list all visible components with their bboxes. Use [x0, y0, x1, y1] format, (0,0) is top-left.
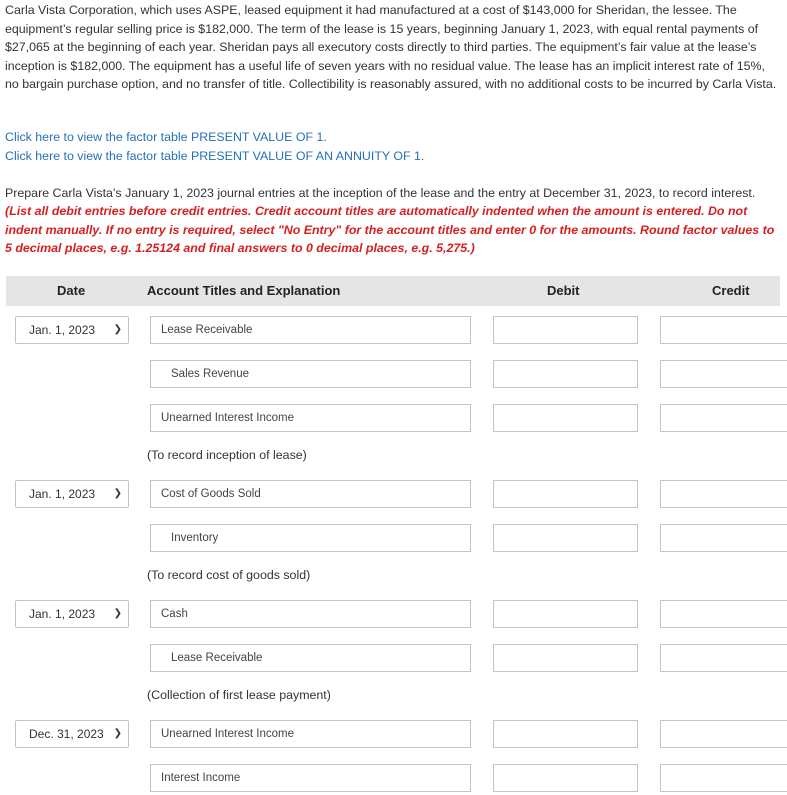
- entry-1-row-1-debit-input[interactable]: [493, 316, 638, 344]
- header-credit: Credit: [712, 283, 750, 298]
- chevron-down-icon: ❯: [113, 488, 122, 499]
- entry-3-row-2-debit-input[interactable]: [493, 644, 638, 672]
- entry-4-row-1-debit-input[interactable]: [493, 720, 638, 748]
- entry-1-row-1-credit-input[interactable]: [660, 316, 787, 344]
- entry-2-row-2-debit-input[interactable]: [493, 524, 638, 552]
- chevron-down-icon: ❯: [113, 324, 122, 335]
- entry-4-row-2-debit-input[interactable]: [493, 764, 638, 792]
- entry-3-credit-account-1[interactable]: Lease Receivable: [150, 644, 471, 672]
- entry-4-date-select[interactable]: Dec. 31, 2023 ❯: [15, 720, 129, 748]
- entry-1-credit-account-1[interactable]: Sales Revenue: [150, 360, 471, 388]
- entry-4-credit-account-1[interactable]: Interest Income: [150, 764, 471, 792]
- entry-2-explanation: (To record cost of goods sold): [147, 568, 311, 582]
- entry-1-explanation: (To record inception of lease): [147, 448, 307, 462]
- entry-3-row-2-credit-input[interactable]: [660, 644, 787, 672]
- entry-1-credit-account-2[interactable]: Unearned Interest Income: [150, 404, 471, 432]
- header-account: Account Titles and Explanation: [147, 283, 341, 298]
- problem-text: Carla Vista Corporation, which uses ASPE, leased equipment it had manufactured at a cost of $143,000 for Sheridan, the lessee. The equipment’s regular selling price is $182,000. The term of the lease is 15 years, beginning January 1, 2023, with equal rental payments of $27,065 at the beginning of each year. Sheridan pays all executory costs directly to third parties. The equipment’s fair value at the lease’s inception is $182,000. The equipment has a useful life of seven years with no residual value. The lease has an implicit interest rate of 15%, no bargain purchase option, and no transfer of title. Collectibility is reasonably assured, with no additional costs to be incurred by Carla Vista.: [5, 3, 777, 92]
- entry-3-row-1-debit-input[interactable]: [493, 600, 638, 628]
- header-date: Date: [57, 283, 86, 298]
- header-debit: Debit: [547, 283, 580, 298]
- pva1-factor-table-link[interactable]: Click here to view the factor table PRESENT VALUE OF AN ANNUITY OF 1.: [5, 149, 425, 163]
- entry-2-row-1-credit-input[interactable]: [660, 480, 787, 508]
- instructions-note: (List all debit entries before credit entries. Credit account titles are automatically indented when the amount is entered. Do not indent manually. If no entry is required, select "No Entry" for the account titles and enter 0 for the amounts. Round factor values to 5 decimal places, e.g. 1.25124 and final answers to 0 decimal places, e.g. 5,275.): [5, 204, 775, 255]
- entry-1-row-2-credit-input[interactable]: [660, 360, 787, 388]
- entry-2-row-2-credit-input[interactable]: [660, 524, 787, 552]
- entry-1-row-3-credit-input[interactable]: [660, 404, 787, 432]
- entry-1-row-2-debit-input[interactable]: [493, 360, 638, 388]
- entry-2-row-1-debit-input[interactable]: [493, 480, 638, 508]
- entry-1-debit-account[interactable]: Lease Receivable: [150, 316, 471, 344]
- entry-3-row-1-credit-input[interactable]: [660, 600, 787, 628]
- instructions-main: Prepare Carla Vista’s January 1, 2023 journal entries at the inception of the lease and the entry at December 31, 2023, to record interest.: [5, 186, 756, 200]
- entry-3-date-select[interactable]: Jan. 1, 2023 ❯: [15, 600, 129, 628]
- chevron-down-icon: ❯: [113, 728, 122, 739]
- instructions: [5, 184, 780, 257]
- entry-4-debit-account[interactable]: Unearned Interest Income: [150, 720, 471, 748]
- entry-4-row-1-credit-input[interactable]: [660, 720, 787, 748]
- entry-2-credit-account-1[interactable]: Inventory: [150, 524, 471, 552]
- table-header: [6, 276, 780, 306]
- entry-1-date-select[interactable]: Jan. 1, 2023 ❯: [15, 316, 129, 344]
- chevron-down-icon: ❯: [113, 608, 122, 619]
- entry-4-row-2-credit-input[interactable]: [660, 764, 787, 792]
- entry-3-explanation: (Collection of first lease payment): [147, 688, 331, 702]
- entry-2-date-select[interactable]: Jan. 1, 2023 ❯: [15, 480, 129, 508]
- pv1-factor-table-link[interactable]: Click here to view the factor table PRESENT VALUE OF 1.: [5, 130, 327, 144]
- entry-3-debit-account[interactable]: Cash: [150, 600, 471, 628]
- entry-1-row-3-debit-input[interactable]: [493, 404, 638, 432]
- entry-2-debit-account[interactable]: Cost of Goods Sold: [150, 480, 471, 508]
